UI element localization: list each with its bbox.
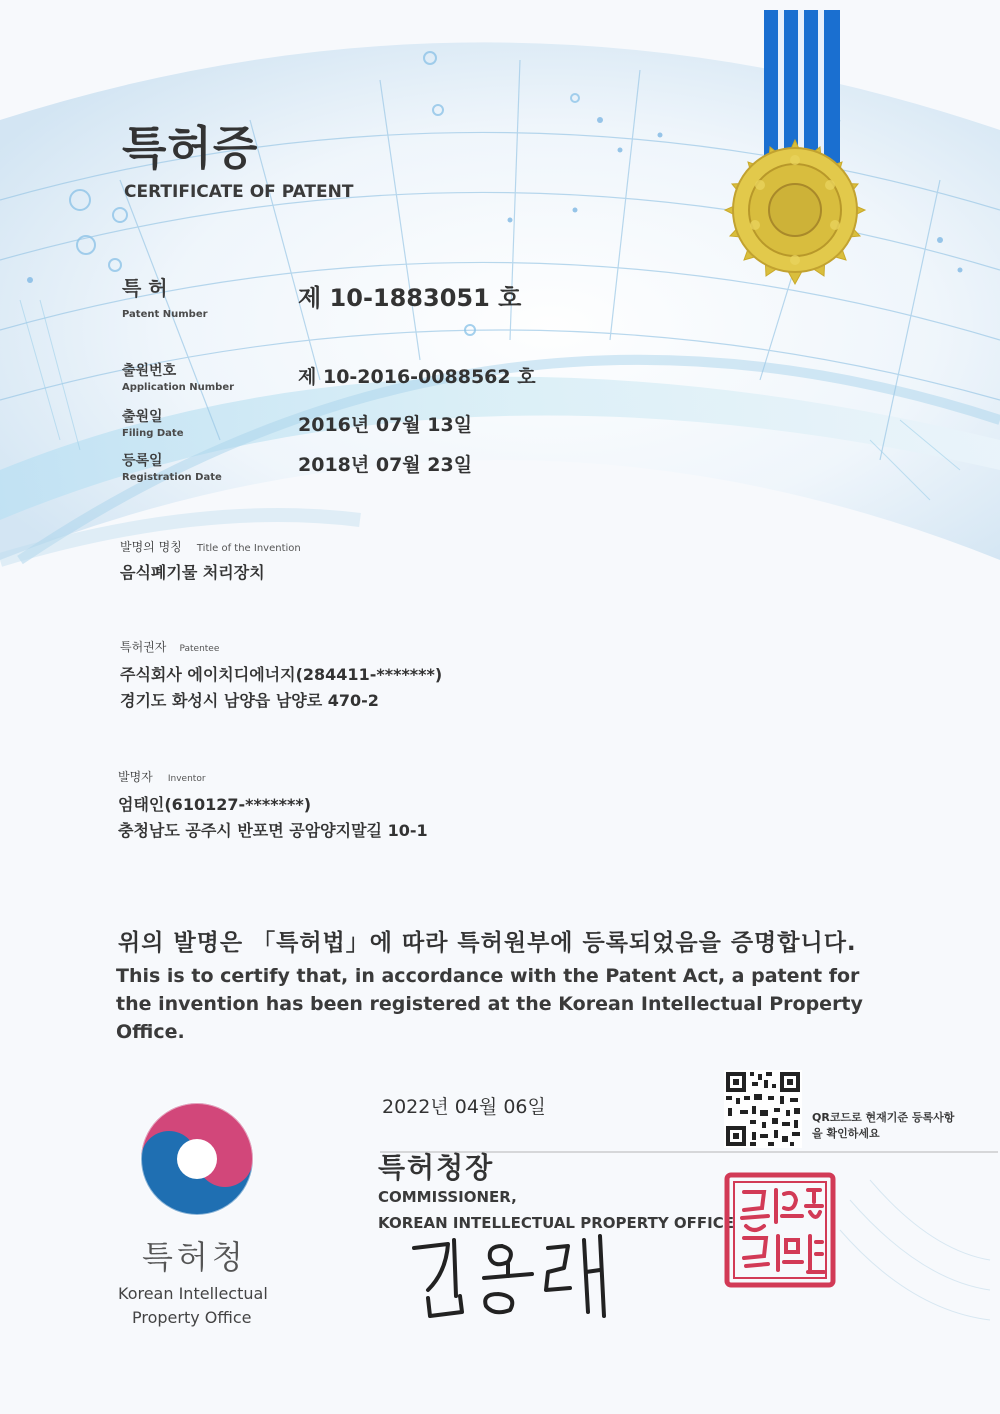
patentee-address: 경기도 화성시 남양읍 남양로 470-2 xyxy=(120,691,379,710)
patentee-label-en: Patentee xyxy=(179,644,220,654)
application-number-value: 제 10-2016-0088562 호 xyxy=(298,366,536,388)
certification-statement-en: This is to certify that, in accordance with the Patent Act, a patent for the invention has been registered at the Korean Intellectual Property Office. xyxy=(116,965,863,1043)
commissioner-title-en-line1: COMMISSIONER, xyxy=(378,1188,517,1206)
patentee-name: 주식회사 에이치디에너지(284411-*******) xyxy=(120,665,443,684)
certificate-title-ko: 특허증 xyxy=(122,121,259,175)
office-name-en-line2: Property Office xyxy=(132,1308,252,1327)
filing-date-label xyxy=(122,406,183,439)
qr-code-note: QR코드로 현재기준 등록사항을 확인하세요 xyxy=(812,1111,955,1140)
inventor-label xyxy=(118,766,206,785)
gold-seal-medal-icon xyxy=(670,10,920,390)
invention-label-ko: 발명의 명칭 xyxy=(120,540,182,554)
invention-label xyxy=(120,536,301,555)
inventor-label-en: Inventor xyxy=(167,774,206,784)
registration-date-label-en: Registration Date xyxy=(122,472,222,483)
filing-date-label-en: Filing Date xyxy=(122,428,184,439)
filing-date-label-ko: 출원일 xyxy=(122,409,163,425)
certificate-title-en: CERTIFICATE OF PATENT xyxy=(124,182,354,202)
invention-title: 음식폐기물 처리장치 xyxy=(120,563,265,582)
commissioner-signature xyxy=(408,1232,618,1322)
issue-date: 2022년 04월 06일 xyxy=(382,1096,546,1118)
inventor-name: 엄태인(610127-*******) xyxy=(118,795,312,814)
patentee-label-ko: 특허권자 xyxy=(120,640,167,654)
application-number-label xyxy=(122,360,234,393)
patentee-label xyxy=(120,636,219,655)
invention-label-en: Title of the Invention xyxy=(196,543,301,554)
commissioner-title-ko: 특허청장 xyxy=(378,1151,495,1184)
office-name-en-line1: Korean Intellectual xyxy=(118,1284,268,1303)
patent-number-label-en: Patent Number xyxy=(122,309,208,320)
registration-date-label xyxy=(122,450,222,483)
registration-date-value: 2018년 07월 23일 xyxy=(298,454,473,476)
kipo-taegeuk-emblem-icon xyxy=(138,1100,256,1218)
registration-date-label-ko: 등록일 xyxy=(122,453,163,469)
office-name-ko: 특허청 xyxy=(142,1238,247,1276)
patent-number-label xyxy=(122,272,208,320)
commissioner-title-en-line2: KOREAN INTELLECTUAL PROPERTY OFFICE xyxy=(378,1214,735,1232)
application-number-label-ko: 출원번호 xyxy=(122,363,177,379)
inventor-label-ko: 발명자 xyxy=(118,770,153,784)
filing-date-value: 2016년 07월 13일 xyxy=(298,414,473,436)
application-number-label-en: Application Number xyxy=(122,382,235,393)
official-red-seal-icon xyxy=(724,1172,836,1288)
qr-code-icon[interactable] xyxy=(724,1070,802,1148)
inventor-address: 충청남도 공주시 반포면 공암양지말길 10-1 xyxy=(118,821,428,840)
certification-statement-ko: 위의 발명은 「특허법」에 따라 특허원부에 등록되었음을 증명합니다. xyxy=(118,930,857,956)
patent-number-value: 제 10-1883051 호 xyxy=(298,284,522,312)
patent-number-label-ko: 특 허 xyxy=(122,276,168,300)
